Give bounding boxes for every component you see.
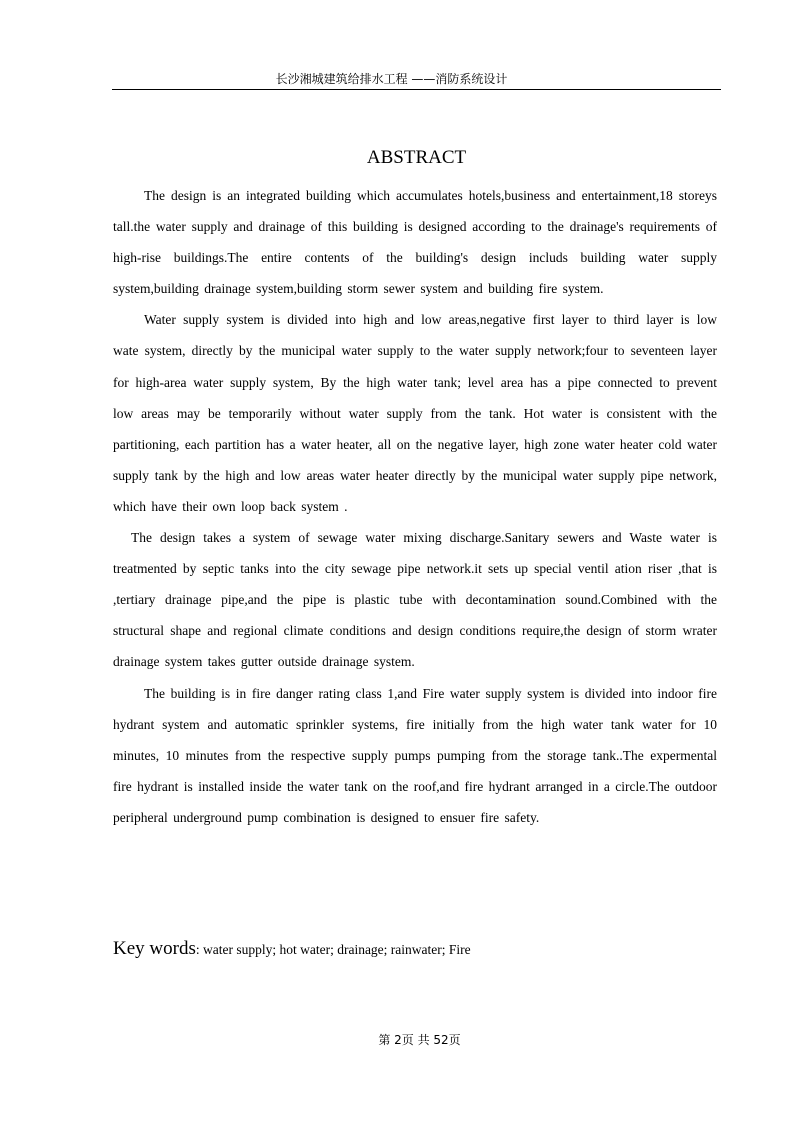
header-title: 长沙湘城建筑给排水工程 ——消防系统设计 — [275, 72, 508, 86]
keywords-text: : water supply; hot water; drainage; rainwater; Fire — [195, 942, 471, 957]
keywords-line — [113, 936, 471, 963]
abstract-paragraph: Water supply system is divided into high and low areas,negative first layer to third layer is low wate system, directly by the municipal water supply to the water supply network;four to seventeen layer for high-area water supply system, By the high water tank; level area has a pipe connected to prevent low areas may be temporarily without water supply from the tank. Hot water is consistent with the partitioning, each partition has a water heater, all on the negative layer, high zone water heater cold water supply tank by the high and low areas water heater directly by the municipal water supply pipe network, which have their own loop back system . — [113, 312, 717, 514]
page-number: 第 2页 共 52页 — [378, 1033, 461, 1047]
abstract-title: ABSTRACT — [366, 147, 467, 168]
abstract-paragraph: The design takes a system of sewage water mixing discharge.Sanitary sewers and Waste water is treatmented by septic tanks into the city sewage pipe network.it sets up special ventil ation riser ,that is ,tertiary drainage pipe,and the pipe is plastic tube with decontamination sound.Combined with the structural shape and regional climate conditions and design conditions require,the design of storm wrater drainage system takes gutter outside drainage system. — [113, 530, 717, 670]
abstract-body — [113, 180, 717, 833]
page-footer — [112, 1032, 721, 1048]
abstract-paragraph: The design is an integrated building which accumulates hotels,business and entertainment,18 storeys tall.the water supply and drainage of this building is designed according to the drainage's requirements of high-rise buildings.The entire contents of the building's design includs building water supply system,building drainage system,building storm sewer system and building fire system. — [113, 188, 717, 297]
abstract-paragraph: The building is in fire danger rating class 1,and Fire water supply system is divided into indoor fire hydrant system and automatic sprinkler systems, fire initially from the high water tank water for 10 minutes, 10 minutes from the respective supply pumps pumping from the storage tank..The expermental fire hydrant is installed inside the water tank on the roof,and fire hydrant arranged in a circle.The outdoor peripheral underground pump combination is designed to ensuer fire safety. — [113, 685, 717, 825]
keywords-label: Key words — [113, 938, 196, 959]
page-header — [112, 72, 721, 90]
